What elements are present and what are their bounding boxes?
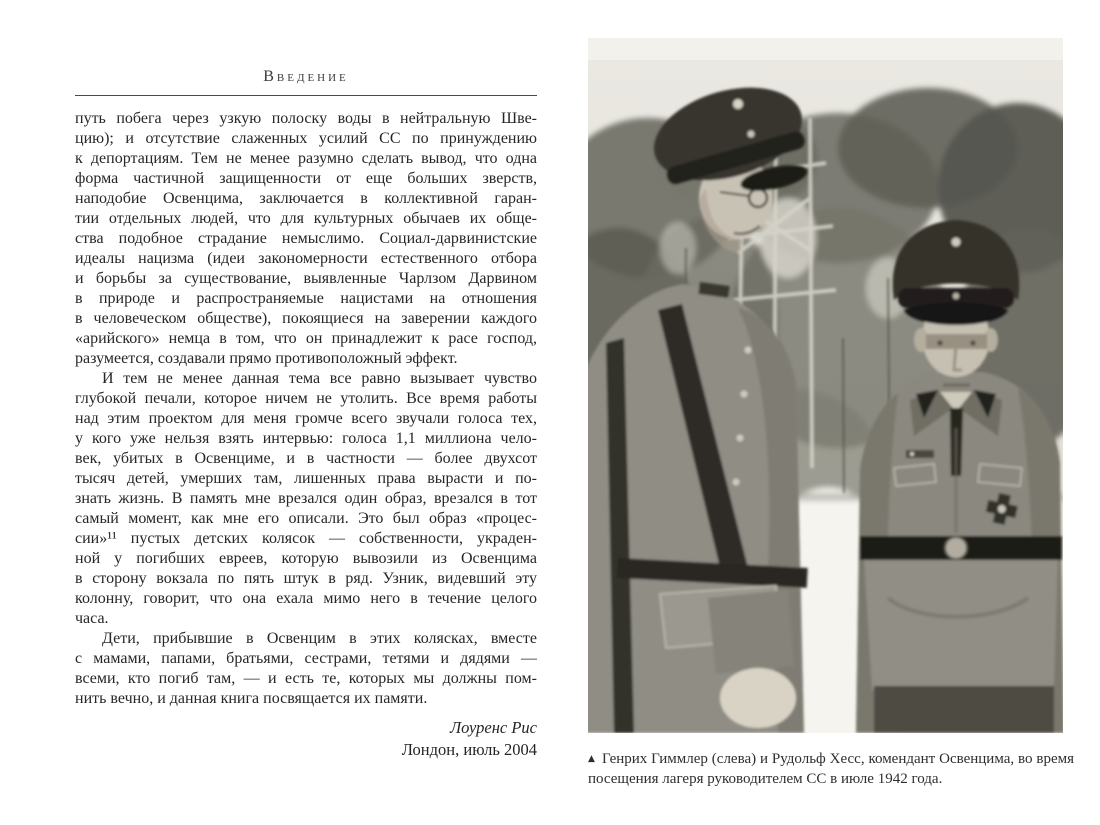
text-line: «арийского» немца в том, что он принадлежит к расе господ, [75,330,537,347]
text-line: над этим проектом для меня громче всего звучали голоса тех, [75,410,537,427]
text-line: ства подобное страдание немыслимо. Социал-дарвинистские [75,230,537,247]
text-line: в человеческом обществе), покоящиеся на заверении каждого [75,310,537,327]
text-line: век, убитых в Освенциме, и в частности — более двухсот [75,450,537,467]
paragraph-2 [75,369,537,629]
text-line: И тем не менее данная тема все равно вызывает чувство [102,370,537,387]
text-line: глубокой печали, которое ничем не утолить. Все время работы [75,390,537,407]
text-line: знать жизнь. В память мне врезался один образ, врезался в тот [75,490,537,507]
photo-page [588,38,1074,789]
text-line: тии отдельных людей, что для культурных обычаев их обще- [75,210,537,227]
photograph [588,38,1063,733]
header-rule [75,95,537,96]
text-line: в природе и распространяемые нацистами на отношения [75,290,537,307]
text-line: нить вечно, и данная книга посвящается их памяти. [75,690,428,707]
text-page [75,68,537,761]
signature-block [75,717,537,761]
text-line: форма частичной защищенности от еще больших зверств, [75,170,537,187]
text-line: наподобие Освенцима, заключается в коллективной гаран- [75,190,537,207]
text-line: ной у погибших евреев, которую вывозили из Освенцима [75,550,537,567]
text-line: разумеется, создавали прямо противоположный эффект. [75,350,458,367]
caption-triangle-icon: ▲ [588,754,596,764]
photo-caption [588,749,1074,789]
text-line: сии»¹¹ пустых детских колясок — собственности, украден- [75,530,537,547]
text-line: часа. [75,610,109,627]
text-line: самый момент, как мне его описали. Это был образ «процес- [75,510,537,527]
text-line: к депортациям. Тем не менее разумно сделать вывод, что одна [75,150,537,167]
text-line: идеалы нацизма (идеи закономерности естественного отбора [75,250,537,267]
text-line: у кого уже нельзя взять интервью: голоса 1,1 миллиона чело- [75,430,537,447]
body-text [75,109,537,709]
text-line: всеми, кто погиб там, — и есть те, которых мы должны пом- [75,670,537,687]
text-line: в сторону вокзала по пять штук в ряд. Узник, видевший эту [75,570,537,587]
place-date: Лондон, июль 2004 [401,740,537,759]
text-line: цию); и отсутствие слаженных усилий СС по принуждению [75,130,537,147]
text-line: с мамами, папами, братьями, сестрами, тетями и дядями — [75,650,537,667]
author-name: Лоуренс Рис [449,718,537,737]
text-line: колонну, говорит, что она ехала мимо него в течение целого [75,590,537,607]
caption-text: Генрих Гиммлер (слева) и Рудольф Хесс, комендант Освенцима, во время посещения лагеря руководителем СС в июле 1942 года. [588,751,1074,787]
text-line: и борьбы за существование, выявленные Чарлзом Дарвином [75,270,537,287]
text-line: путь побега через узкую полоску воды в нейтральную Шве- [75,110,537,127]
photo-illustration [588,38,1063,733]
text-line: Дети, прибывшие в Освенцим в этих колясках, вместе [102,630,537,647]
paragraph-1 [75,109,537,369]
text-line: тысяч детей, умерших там, лишенных права вырасти и по- [75,470,537,487]
chapter-running-head: Введение [263,68,349,85]
paragraph-3 [75,629,537,709]
